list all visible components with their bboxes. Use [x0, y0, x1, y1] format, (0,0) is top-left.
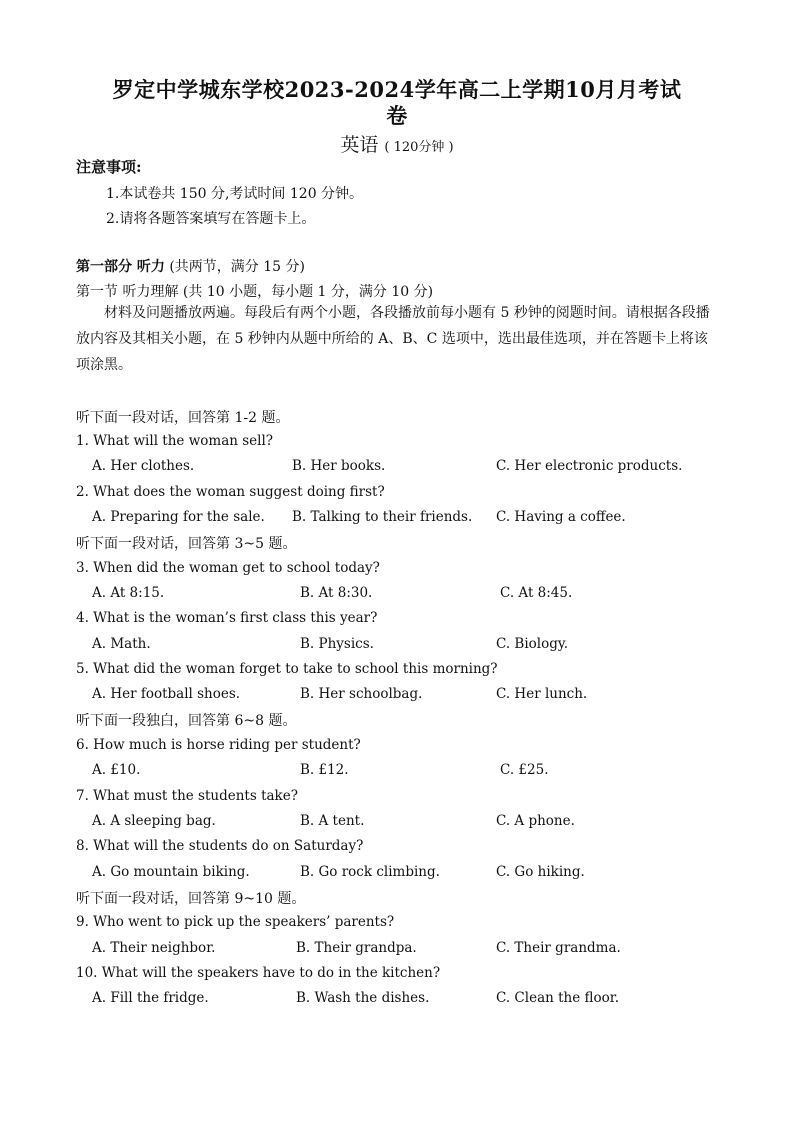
question-2: 2. What does the woman suggest doing first? [76, 484, 385, 500]
group-heading-4: 听下面一段对话，回答第 9~10 题。 [76, 891, 306, 907]
group-heading-1: 听下面一段对话，回答第 1-2 题。 [76, 410, 290, 426]
section1-label: 第一节 听力理解 [76, 284, 179, 300]
question-8-option-b: B. Go rock climbing. [300, 864, 440, 880]
question-10-option-c: C. Clean the floor. [496, 990, 620, 1006]
instructions-paragraph [76, 300, 721, 378]
question-1: 1. What will the woman sell? [76, 433, 274, 449]
question-8-option-a: A. Go mountain biking. [92, 864, 250, 880]
question-6-option-a: A. £10. [92, 762, 141, 778]
question-5-option-b: B. Her schoolbag. [300, 686, 423, 702]
question-5: 5. What did the woman forget to take to school this morning? [76, 661, 498, 677]
section1-info: (共 10 小题，每小题 1 分，满分 10 分) [182, 284, 434, 300]
question-3-option-c: C. At 8:45. [500, 585, 573, 601]
question-8: 8. What will the students do on Saturday? [76, 838, 364, 854]
question-7-option-c: C. A phone. [496, 813, 575, 829]
question-10: 10. What will the speakers have to do in the kitchen? [76, 965, 441, 981]
question-2-option-c: C. Having a coffee. [496, 509, 626, 525]
section1-heading [76, 281, 433, 301]
part1-heading [76, 256, 305, 276]
question-9-option-a: A. Their neighbor. [92, 940, 216, 956]
notice-heading: 注意事项: [76, 158, 142, 176]
part1-label: 第一部分 听力 [76, 259, 165, 275]
question-2-option-b: B. Talking to their friends. [292, 509, 473, 525]
group-heading-3: 听下面一段独白，回答第 6~8 题。 [76, 713, 297, 729]
question-1-option-c: C. Her electronic products. [496, 458, 683, 474]
question-6-option-b: B. £12. [300, 762, 349, 778]
question-6: 6. How much is horse riding per student? [76, 737, 361, 753]
question-9: 9. Who went to pick up the speakers’ parents? [76, 914, 395, 930]
question-7-option-b: B. A tent. [300, 813, 365, 829]
subject-line [0, 130, 794, 157]
question-5-option-c: C. Her lunch. [496, 686, 588, 702]
group-heading-2: 听下面一段对话，回答第 3~5 题。 [76, 536, 297, 552]
duration-label: ( 120分钟 ) [384, 140, 454, 155]
question-8-option-c: C. Go hiking. [496, 864, 585, 880]
question-6-option-c: C. £25. [500, 762, 549, 778]
question-10-option-a: A. Fill the fridge. [92, 990, 209, 1006]
subject-label: 英语 [340, 134, 379, 156]
question-4-option-c: C. Biology. [496, 636, 569, 652]
question-4-option-b: B. Physics. [300, 636, 374, 652]
question-1-option-a: A. Her clothes. [92, 458, 195, 474]
question-4: 4. What is the woman’s first class this year? [76, 610, 378, 626]
question-3-option-a: A. At 8:15. [92, 585, 165, 601]
question-4-option-a: A. Math. [92, 636, 151, 652]
question-3-option-b: B. At 8:30. [300, 585, 373, 601]
question-10-option-b: B. Wash the dishes. [296, 990, 430, 1006]
question-3: 3. When did the woman get to school today? [76, 560, 380, 576]
question-5-option-a: A. Her football shoes. [92, 686, 241, 702]
question-7-option-a: A. A sleeping bag. [92, 813, 216, 829]
question-2-option-a: A. Preparing for the sale. [92, 509, 265, 525]
notice-item-1: 1.本试卷共 150 分,考试时间 120 分钟。 [106, 186, 364, 202]
question-1-option-b: B. Her books. [292, 458, 386, 474]
part1-info: (共两节，满分 15 分) [169, 259, 305, 275]
question-7: 7. What must the students take? [76, 788, 298, 804]
instructions-text: 材料及问题播放两遍。每段后有两个小题，各段播放前每小题有 5 秒钟的阅题时间。请根据各段播放内容及其相关小题，在 5 秒钟内从题中所给的 A、B、C 选项中，选出最佳选项，并在答题卡上将该项涂黑。 [76, 305, 710, 373]
exam-title-line1: 罗定中学城东学校2023-2024学年高二上学期10月月考试 [112, 77, 682, 102]
question-9-option-b: B. Their grandpa. [296, 940, 417, 956]
exam-title-line2: 卷 [386, 103, 408, 128]
notice-item-2: 2.请将各题答案填写在答题卡上。 [106, 211, 316, 227]
question-9-option-c: C. Their grandma. [496, 940, 621, 956]
